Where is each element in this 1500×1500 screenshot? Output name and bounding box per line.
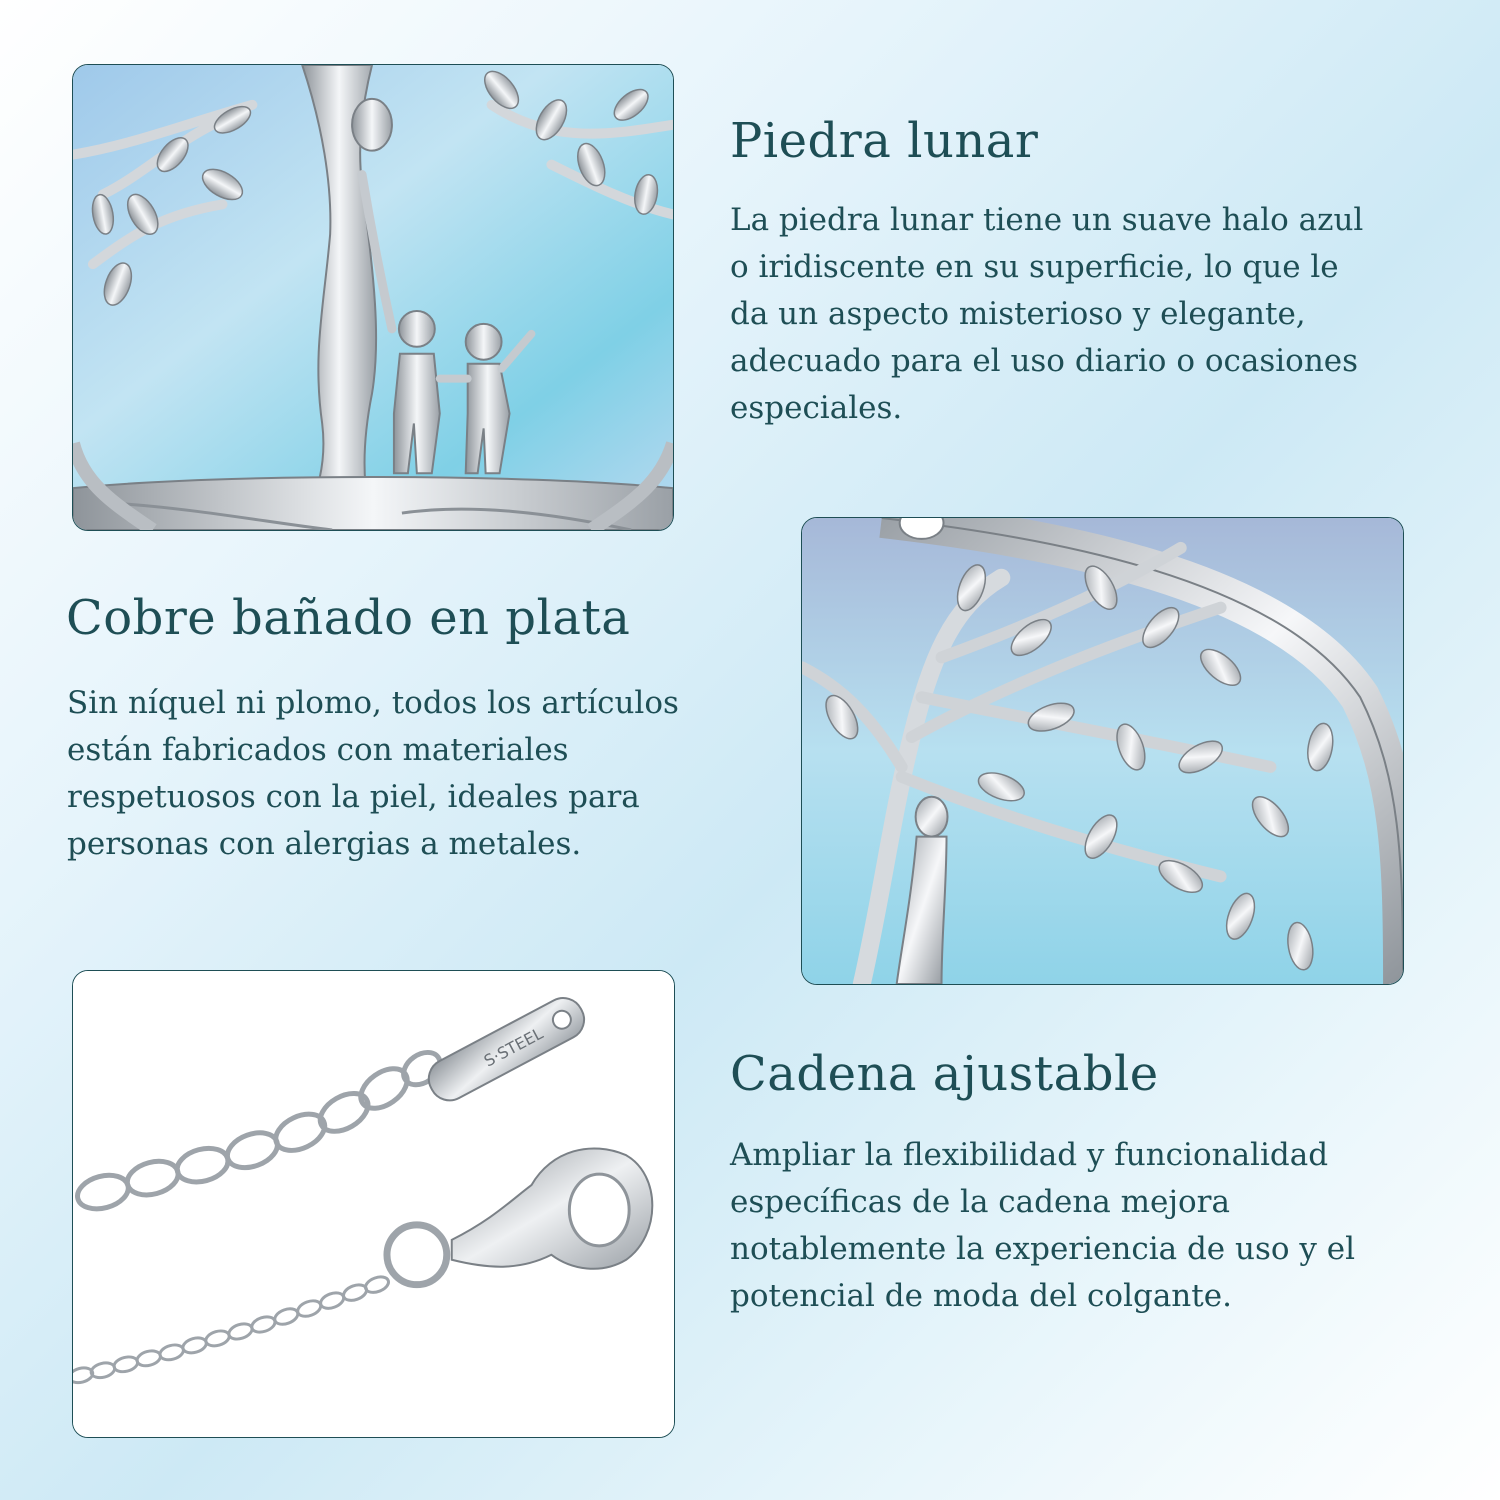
moonstone-heading: Piedra lunar: [730, 113, 1039, 169]
moonstone-line-4: adecuado para el uso diario o ocasiones: [730, 343, 1359, 379]
copper-line-1: Sin níquel ni plomo, todos los artículos: [67, 685, 679, 721]
adjustable-chain-heading: Cadena ajustable: [730, 1046, 1159, 1102]
moonstone-line-3: da un aspecto misterioso y elegante,: [730, 296, 1306, 332]
tree-of-life-closeup-photo: [801, 517, 1404, 985]
chain-line-2: específicas de la cadena mejora: [730, 1184, 1230, 1220]
silver-plated-copper-description: [67, 680, 679, 868]
chain-line-3: notablemente la experiencia de uso y el: [730, 1231, 1356, 1267]
moonstone-line-2: o iridiscente en su superficie, lo que le: [730, 249, 1339, 285]
moonstone-pendant-photo: [72, 64, 674, 531]
moonstone-line-1: La piedra lunar tiene un suave halo azul: [730, 202, 1364, 238]
adjustable-chain-description: [730, 1132, 1355, 1320]
moonstone-description: [730, 197, 1363, 432]
copper-line-2: están fabricados con materiales: [67, 732, 569, 768]
moonstone-line-5: especiales.: [730, 390, 903, 426]
chain-line-1: Ampliar la flexibilidad y funcionalidad: [730, 1137, 1329, 1173]
silver-plated-copper-heading: Cobre bañado en plata: [66, 590, 631, 646]
copper-line-3: respetuosos con la piel, ideales para: [67, 779, 640, 815]
tag-engraving: S·STEEL: [480, 1023, 547, 1071]
chain-line-4: potencial de moda del colgante.: [730, 1278, 1232, 1314]
copper-line-4: personas con alergias a metales.: [67, 826, 582, 862]
adjustable-chain-photo: [72, 970, 675, 1438]
